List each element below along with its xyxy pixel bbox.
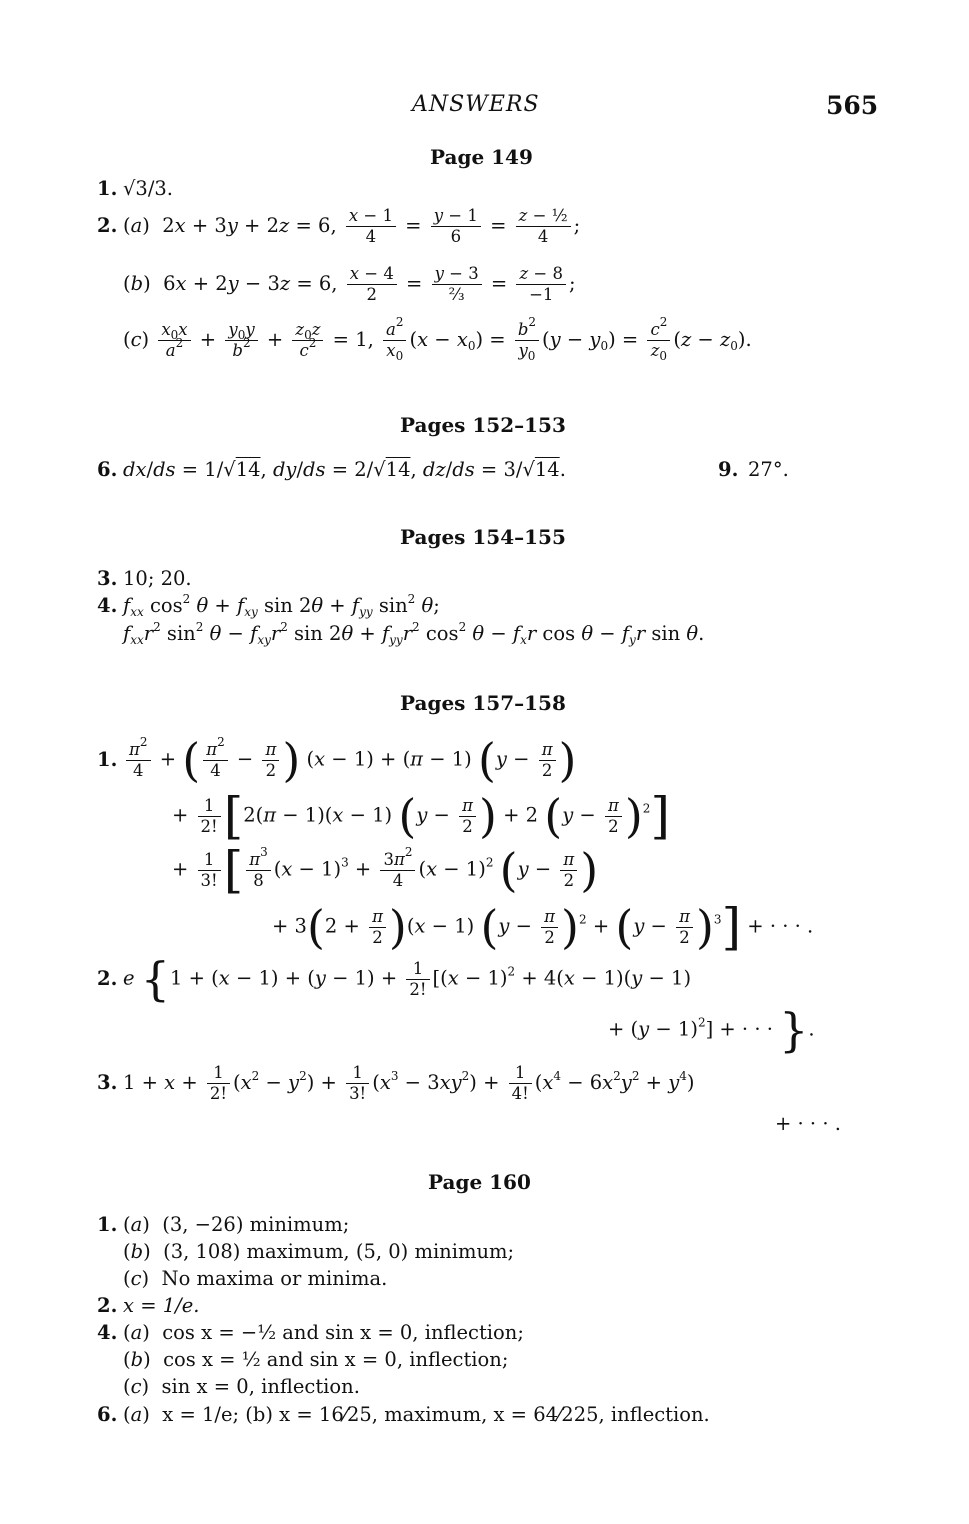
answer-157-1-line4: + 3(2 + $\frac{\pi}{2}$ )(x − 1) (y − $\frac{\pi}{2}$ )$^2$ + (y − $\frac{\pi}{2}$ )$^3$] + · · · . — [272, 898, 814, 956]
running-header: ANSWERS — [412, 92, 540, 117]
answer-160-1a: 1. (a) (3, −26) minimum; — [97, 1213, 350, 1236]
answer-152-9: 9. 27°. — [718, 458, 789, 481]
page-number: 565 — [826, 91, 879, 120]
section-heading-pages-157-158: Pages 157–158 — [400, 691, 566, 715]
answer-149-1: 1. √3/3. — [97, 177, 174, 200]
answer-157-1-line1: 1. $\frac{\pi^2}{4}$ + ( $\frac{\pi^2}{4}$ − $\frac{\pi}{2}$ ) (x − 1) + (π − 1) (y − $\frac{\pi}{2}$ ) — [97, 733, 577, 787]
answer-149-2a: 2. (a) 2x + 3y + 2z = 6, $\frac{x - 1}{4}$ = $\frac{y - 1}{6}$ = $\frac{\text{z − ½}}{4}$ ; — [97, 206, 581, 246]
answer-160-4a: 4. (a) cos x = −½ and sin x = 0, inflection; — [97, 1321, 524, 1344]
answer-157-3-line1: 3. 1 + x + $\frac{1}{2!}$ $(x^2 - y^2)$ + $\frac{1}{3!}$ $(x^3 - 3xy^2)$ + $\frac{1}{4!}$ $(x^4 - 6x^2y^2 + y^4)$ — [97, 1063, 695, 1103]
answer-160-4b: (b) cos x = ½ and sin x = 0, inflection; — [123, 1348, 509, 1371]
answer-157-2-line2: + $(y - 1)^2$] + · · · }. — [608, 1003, 815, 1057]
answer-154-3: 3. 10; 20. — [97, 567, 192, 590]
answer-157-2-line1: 2. e {1 + (x − 1) + (y − 1) + $\frac{1}{2!}$ [$(x - 1)^2 + 4(x - 1)(y - 1)$ — [97, 952, 692, 1006]
answer-152-6: 6. dx/ds = 1/√14, dy/ds = 2/√14, dz/ds = 3/√14. — [97, 458, 566, 481]
section-heading-pages-154-155: Pages 154–155 — [400, 525, 566, 549]
answer-160-6: 6. (a) x = 1/e; (b) x = 16⁄25, maximum, x = 64⁄225, inflection. — [97, 1403, 710, 1426]
answer-160-1b: (b) (3, 108) maximum, (5, 0) minimum; — [123, 1240, 515, 1263]
section-heading-page-149: Page 149 — [430, 145, 533, 169]
answer-149-2c: (c) $\frac{x_0x}{a^2}$ + $\frac{y_0y}{b^2}$ + $\frac{z_0z}{c^2}$ = 1, $\frac{a^2}{x_0}$ $(x - x_0)$ = $\frac{b^2}{y_0}$ $(y - y_0)$ = $\frac{c^2}{z_0}$ $(z - z_0)$. — [123, 315, 752, 363]
answer-154-4-line2: $f_{xx}r^2$ $\sin^2 \theta - f_{xy}r^2$ $\sin 2\theta + f_{yy}r^2$ $\cos^2 \theta - f_xr$ $\cos \theta - f_yr$ sin θ. — [123, 620, 705, 647]
answer-160-2: 2. x = 1/e. — [97, 1294, 200, 1317]
answer-154-4-line1: 4. $f_{xx}$ $\cos^2 \theta + f_{xy}$ $\sin 2\theta + f_{yy}$ $\sin^2 \theta$; — [97, 592, 440, 619]
answer-149-2b: (b) 6x + 2y − 3z = 6, $\frac{x - 4}{2}$ = $\frac{y - 3}{\text{⅔}}$ = $\frac{z - 8}{-1}$ ; — [123, 264, 576, 304]
answer-157-1-line3: + $\frac{1}{3!}$ [ $\frac{\pi^3}{8}$ $(x - 1)^3$ + $\frac{3\pi^2}{4}$ $(x - 1)^2$ (y − $\frac{\pi}{2}$ ) — [172, 841, 599, 899]
answer-160-4c: (c) sin x = 0, inflection. — [123, 1375, 360, 1398]
answer-157-3-line2: + · · · . — [775, 1112, 841, 1135]
answer-160-1c: (c) No maxima or minima. — [123, 1267, 388, 1290]
answer-157-1-line2: + $\frac{1}{2!}$ [2(π − 1)(x − 1) (y − $\frac{\pi}{2}$ ) + 2 (y − $\frac{\pi}{2}$ )$^2$] — [172, 787, 670, 845]
section-heading-page-160: Page 160 — [428, 1170, 531, 1194]
section-heading-pages-152-153: Pages 152–153 — [400, 413, 566, 437]
